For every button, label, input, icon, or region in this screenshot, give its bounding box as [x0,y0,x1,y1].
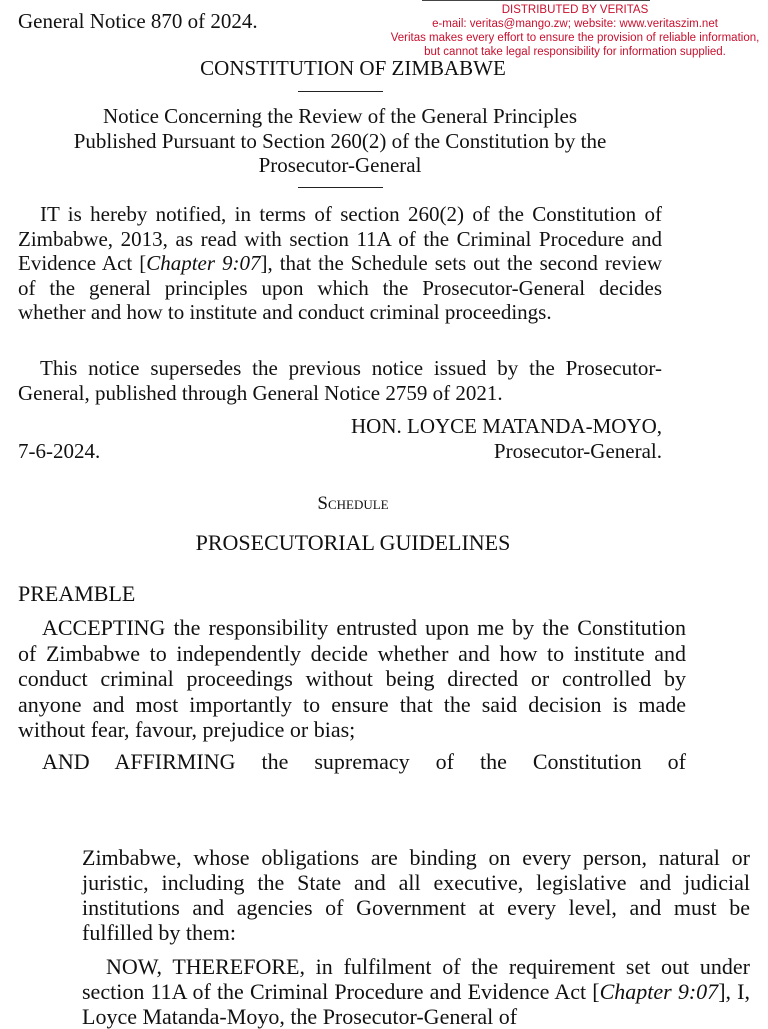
watermark-line-4: but cannot take legal responsibility for information supplied. [424,46,726,58]
p1-text-end: ], that the Schedule sets out the second review of the general principles upon which the Prosecutor-General decides whether and how to institute and conduct criminal proceedings. [18,251,662,324]
accepting-paragraph: ACCEPTING the responsibility entrusted upon me by the Constitution of Zimbabwe to independently decide whether and how to institute and conduct criminal proceedings without being directed or controlled by anyone and most importantly to ensure that the said decision is made without fear, favour, prejudice or bias; [18,615,686,742]
veritas-watermark [382,3,768,59]
notice-paragraph-1 [18,202,662,325]
divider-rule [298,187,383,188]
chapter-reference: Chapter 9:07 [146,251,261,275]
preamble-heading: PREAMBLE [18,581,136,606]
divider-rule [298,91,383,92]
p1-text-start: IT is hereby notified, in terms of section 260(2) of the Constitution of Zimbabwe, 2013, as read with section 11A of the Criminal Procedure and Evidence Act [ [18,202,662,275]
affirming-paragraph: AND AFFIRMING the supremacy of the Constitution of [42,749,686,774]
now-text-start: NOW, THEREFORE, in fulfilment of the requirement set out under section 11A of the Criminal Procedure and Evidence Act [ [82,954,750,1004]
now-therefore-paragraph [82,954,750,1029]
watermark-line-3: Veritas makes every effort to ensure the provision of reliable information, [390,32,760,44]
act-title: CONSTITUTION OF ZIMBABWE [200,56,506,80]
notice-heading [18,104,662,178]
notice-heading-line-2: Published Pursuant to Section 260(2) of the Constitution by the [73,128,607,153]
signature-date: 7-6-2024. [18,439,101,463]
continuation-paragraph: Zimbabwe, whose obligations are binding on every person, natural or juristic, including the State and all executive, legislative and judicial institutions and agencies of Government at every level, and must be fulfilled by them: [82,845,750,945]
notice-paragraph-2: This notice supersedes the previous notice issued by the Prosecutor-General, published through General Notice 2759 of 2021. [18,356,662,405]
signatory-name: HON. LOYCE MATANDA-MOYO, [351,414,662,438]
chapter-reference: Chapter 9:07 [599,979,719,1004]
watermark-line-1: DISTRIBUTED BY VERITAS [501,4,649,16]
notice-number: General Notice 870 of 2024. [18,9,258,33]
notice-heading-line-1: Notice Concerning the Review of the General Principles [102,104,578,128]
watermark-rule [422,0,650,1]
notice-heading-line-3: Prosecutor-General [258,153,422,177]
now-text-end: ], I, Loyce Matanda-Moyo, the Prosecutor-General of [82,979,750,1029]
watermark-line-2: e-mail: veritas@mango.zw; website: www.veritaszim.net [432,18,718,30]
schedule-label: Schedule [317,493,389,514]
signatory-title: Prosecutor-General. [493,439,662,463]
guidelines-title: PROSECUTORIAL GUIDELINES [195,530,511,555]
